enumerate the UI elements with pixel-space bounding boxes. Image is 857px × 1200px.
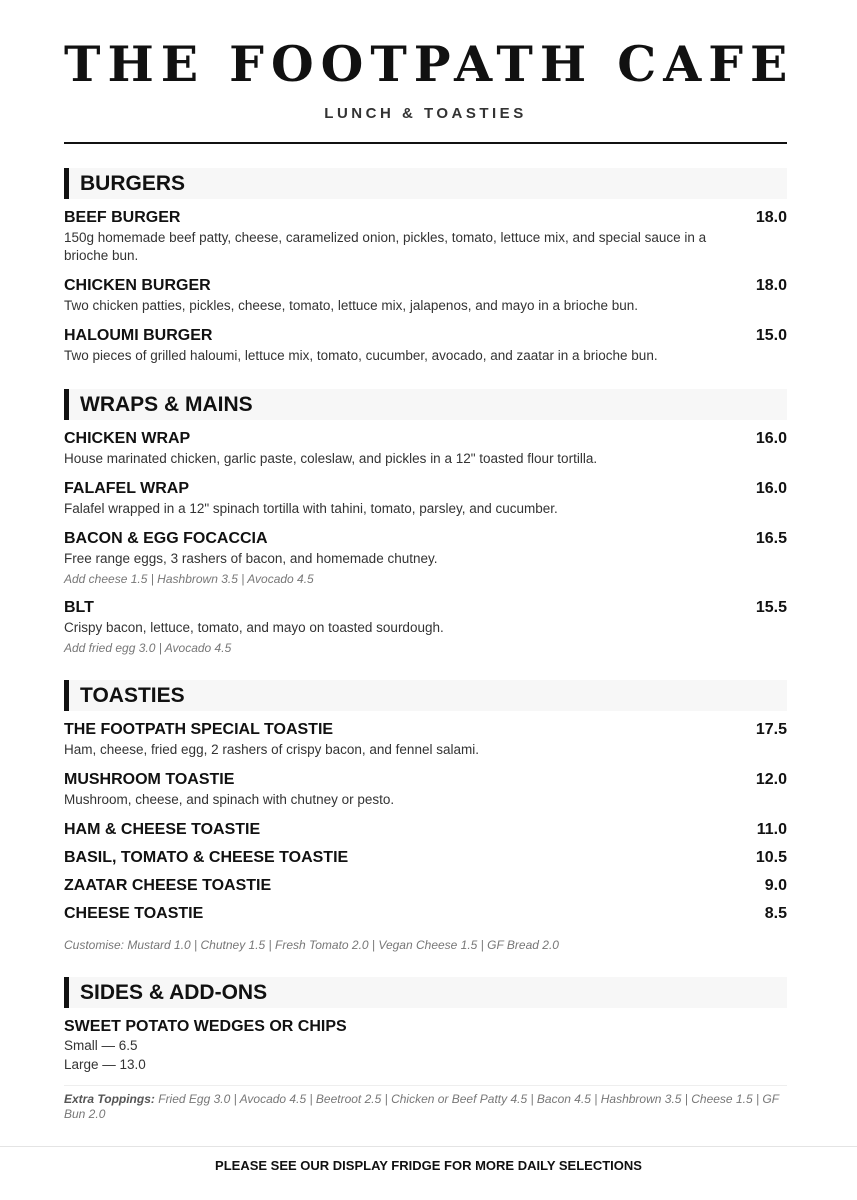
item-price: 9.0: [764, 877, 787, 894]
menu-item: [64, 208, 787, 265]
item-name: BASIL, TOMATO & CHEESE TOASTIE: [64, 849, 349, 866]
item-name: CHICKEN WRAP: [64, 430, 191, 447]
menu-item: [64, 326, 787, 365]
menu-item: [64, 770, 787, 809]
toastie-customise-note: Customise: Mustard 1.0 | Chutney 1.5 | Fresh Tomato 2.0 | Vegan Cheese 1.5 | GF Bread 2.0: [64, 938, 559, 952]
section-heading-burgers: BURGERS: [64, 168, 787, 199]
item-addons: Add cheese 1.5 | Hashbrown 3.5 | Avocado 4.5: [64, 572, 314, 586]
item-price: 15.0: [755, 327, 787, 344]
item-name: CHEESE TOASTIE: [64, 905, 204, 922]
item-name: ZAATAR CHEESE TOASTIE: [64, 877, 272, 894]
item-description: Falafel wrapped in a 12" spinach tortilla with tahini, tomato, parsley, and cucumber.: [64, 501, 558, 516]
extra-toppings-label: Extra Toppings:: [64, 1092, 155, 1106]
item-price: 16.0: [755, 480, 787, 497]
section-heading-wraps-mains: WRAPS & MAINS: [64, 389, 787, 420]
item-price: 11.0: [756, 821, 787, 838]
item-name: BLT: [64, 599, 94, 616]
item-description: Mushroom, cheese, and spinach with chutney or pesto.: [64, 792, 395, 807]
item-price: 16.5: [755, 530, 787, 547]
item-name: HAM & CHEESE TOASTIE: [64, 821, 261, 838]
menu-item: [64, 479, 787, 518]
item-name: CHICKEN BURGER: [64, 277, 211, 294]
extra-toppings: [64, 1085, 787, 1122]
item-name: BACON & EGG FOCACCIA: [64, 530, 268, 547]
item-price: 10.5: [755, 849, 787, 866]
section-heading-toasties: TOASTIES: [64, 680, 787, 711]
item-price: 15.5: [755, 599, 787, 616]
item-description: Ham, cheese, fried egg, 2 rashers of crispy bacon, and fennel salami.: [64, 742, 479, 757]
item-addons: Add fried egg 3.0 | Avocado 4.5: [64, 641, 232, 655]
footer-note: PLEASE SEE OUR DISPLAY FRIDGE FOR MORE DAILY SELECTIONS: [0, 1146, 857, 1173]
item-description: Free range eggs, 3 rashers of bacon, and homemade chutney.: [64, 551, 438, 566]
item-description: 150g homemade beef patty, cheese, caramelized onion, pickles, tomato, lettuce mix, and special sauce in a brioche bun.: [64, 230, 707, 263]
item-price: 18.0: [755, 277, 787, 294]
item-price: 8.5: [764, 905, 787, 922]
menu-item: [64, 276, 787, 315]
item-name: FALAFEL WRAP: [64, 480, 190, 497]
menu-item: [64, 720, 787, 759]
size-option-large: Large — 13.0: [64, 1057, 146, 1072]
cafe-title: THE FOOTPATH CAFE: [64, 35, 795, 93]
item-description: House marinated chicken, garlic paste, coleslaw, and pickles in a 12" toasted flour tortilla.: [64, 451, 598, 466]
item-name: BEEF BURGER: [64, 209, 181, 226]
item-name: MUSHROOM TOASTIE: [64, 771, 235, 788]
header-divider: [64, 142, 787, 144]
menu-item: [64, 1017, 787, 1074]
extra-toppings-list: Fried Egg 3.0 | Avocado 4.5 | Beetroot 2.5 | Chicken or Beef Patty 4.5 | Bacon 4.5 | Hashbrown 3.5 | Cheese 1.5 | GF Bun 2.0: [64, 1092, 779, 1121]
menu-item: [64, 848, 787, 867]
menu-item: [64, 904, 787, 923]
menu-item: [64, 529, 787, 587]
item-price: 17.5: [755, 721, 787, 738]
section-heading-sides: SIDES & ADD-ONS: [64, 977, 787, 1008]
menu-subtitle: LUNCH & TOASTIES: [324, 105, 527, 122]
menu-item: [64, 429, 787, 468]
item-price: 12.0: [755, 771, 787, 788]
item-description: Two chicken patties, pickles, cheese, tomato, lettuce mix, jalapenos, and mayo in a brioche bun.: [64, 298, 639, 313]
menu-item: [64, 598, 787, 656]
item-name: HALOUMI BURGER: [64, 327, 213, 344]
item-name: SWEET POTATO WEDGES OR CHIPS: [64, 1018, 347, 1035]
menu-item: [64, 876, 787, 895]
item-name: THE FOOTPATH SPECIAL TOASTIE: [64, 721, 334, 738]
menu-item: [64, 820, 787, 839]
size-option-small: Small — 6.5: [64, 1038, 138, 1053]
item-price: 16.0: [755, 430, 787, 447]
item-price: 18.0: [755, 209, 787, 226]
item-description: Two pieces of grilled haloumi, lettuce mix, tomato, cucumber, avocado, and zaatar in a brioche bun.: [64, 348, 658, 363]
item-description: Crispy bacon, lettuce, tomato, and mayo on toasted sourdough.: [64, 620, 444, 635]
